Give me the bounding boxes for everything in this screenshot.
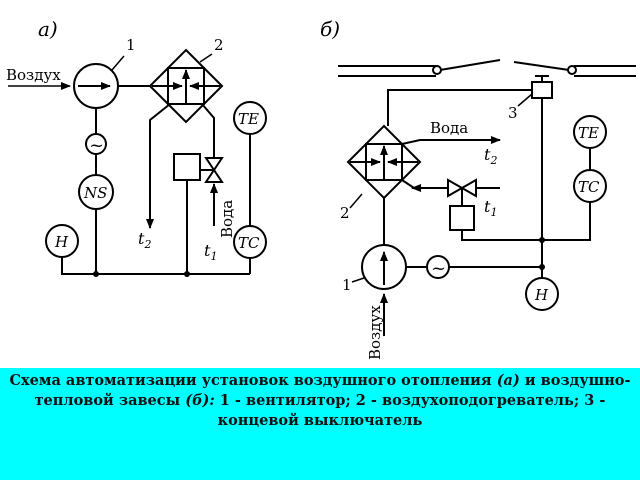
- heater-b-leader-line: [350, 194, 362, 208]
- fan-number: 1: [126, 36, 136, 54]
- figure-caption: [0, 368, 640, 431]
- actuator-b-line: [462, 230, 542, 240]
- junction-dot: [539, 264, 545, 270]
- caption-text: 1 - вентилятор; 2 - воздухоподогреватель; 3 - концевой выключатель: [214, 392, 606, 429]
- caption-panel: [0, 368, 640, 480]
- junction-dot: [539, 237, 545, 243]
- motor-tilde: ~: [89, 135, 105, 156]
- caption-mark-b: (б):: [185, 392, 215, 409]
- fan-b-number: 1: [342, 276, 352, 294]
- door-symbol: [338, 60, 636, 76]
- panel-b: [320, 17, 636, 360]
- water-inlet-b-left: [402, 180, 448, 188]
- tc-b-label: TC: [578, 178, 600, 196]
- caption-text: и воздушно-тепловой завесы: [34, 372, 631, 409]
- panel-a-label: а): [38, 17, 58, 41]
- caption-text: Схема автоматизации установок воздушного отопления: [9, 372, 497, 389]
- water-b-label: Вода: [430, 119, 469, 137]
- tc-label: TC: [238, 234, 260, 252]
- fan-leader-line: [112, 56, 124, 70]
- actuator-box: [174, 154, 200, 180]
- switch-number: 3: [508, 104, 518, 122]
- t2-label: $t_2$: [138, 229, 152, 251]
- t2-b-label: $t_2$: [484, 145, 498, 167]
- limit-switch-box: [532, 82, 552, 98]
- junction-dot: [93, 271, 99, 277]
- panel-b-label: б): [320, 17, 341, 41]
- actuator-b-box: [450, 206, 474, 230]
- fan-b-leader-line: [352, 278, 364, 282]
- water-label: Вода: [218, 199, 236, 238]
- motor-b-tilde: ~: [431, 258, 447, 279]
- signal-bus-line: [62, 257, 250, 274]
- h-b-label: H: [535, 286, 549, 304]
- caption-mark-a: (а): [496, 372, 520, 389]
- heater-b-number: 2: [340, 204, 350, 222]
- heater-number: 2: [214, 36, 224, 54]
- air-inlet-b-label: Воздух: [366, 305, 384, 360]
- valve-b-symbol: [448, 180, 476, 206]
- air-inlet-label: Воздух: [6, 66, 61, 84]
- switch-leader-line: [518, 94, 532, 106]
- heater-leader-line: [200, 54, 212, 62]
- fan-symbol: [74, 64, 118, 108]
- t1-label: $t_1$: [204, 241, 218, 263]
- t1-b-label: $t_1$: [484, 197, 498, 219]
- te-b-label: TE: [578, 124, 599, 142]
- heater-b-symbol: [348, 126, 420, 198]
- water-inlet-upper: [202, 104, 214, 158]
- ns-label: NS: [84, 184, 108, 202]
- te-label: TE: [238, 110, 259, 128]
- valve-symbol: [200, 158, 222, 182]
- fan-b-symbol: [362, 245, 406, 289]
- h-label: H: [55, 233, 69, 251]
- water-outlet-b: [402, 140, 500, 144]
- panel-a: [6, 17, 266, 277]
- water-outlet-pipe: [150, 104, 170, 228]
- tc-b-bus-line: [542, 202, 590, 240]
- junction-dot: [184, 271, 190, 277]
